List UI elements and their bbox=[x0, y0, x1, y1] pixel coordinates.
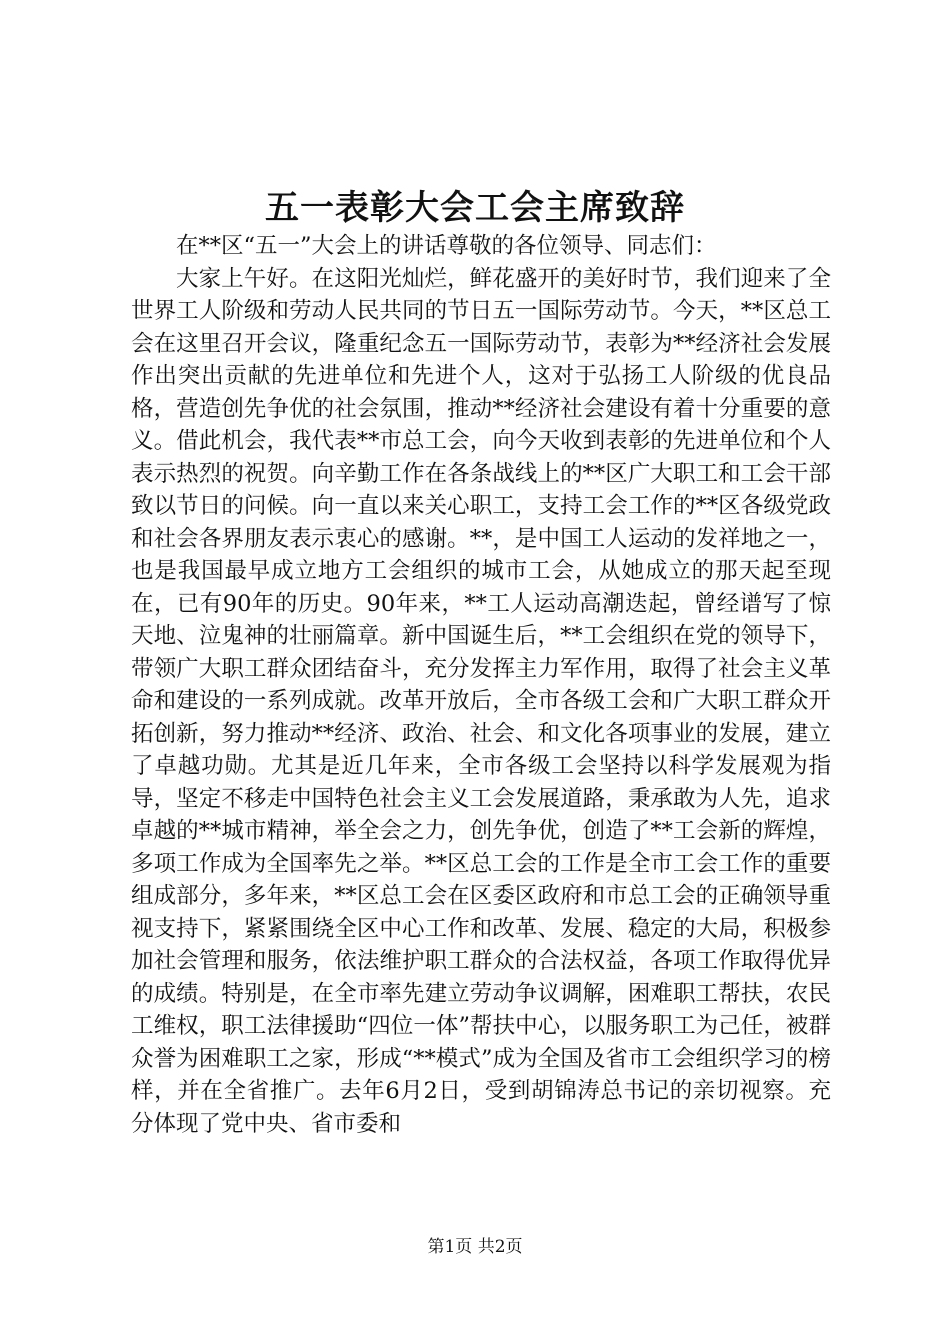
document-title: 五一表彰大会工会主席致辞 bbox=[265, 188, 685, 228]
document-body bbox=[131, 230, 831, 1140]
page-number-footer: 第1页 共2页 bbox=[427, 1237, 523, 1257]
body-paragraph: 大家上午好。在这阳光灿烂，鲜花盛开的美好时节，我们迎来了全世界工人阶级和劳动人民共同的节日五一国际劳动节。今天，**区总工会在这里召开会议，隆重纪念五一国际劳动节，表彰为**经济社会发展作出突出贡献的先进单位和先进个人，这对于弘扬工人阶级的优良品格，营造创先争优的社会氛围，推动**经济社会建设有着十分重要的意义。借此机会，我代表**市总工会，向今天收到表彰的先进单位和个人表示热烈的祝贺。向辛勤工作在各条战线上的**区广大职工和工会干部致以节日的问候。向一直以来关心职工，支持工会工作的**区各级党政和社会各界朋友表示衷心的感谢。**，是中国工人运动的发祥地之一，也是我国最早成立地方工会组织的城市工会，从她成立的那天起至现在，已有90年的历史。90年来，**工人运动高潮迭起，曾经谱写了惊天地、泣鬼神的壮丽篇章。新中国诞生后，**工会组织在党的领导下，带领广大职工群众团结奋斗，充分发挥主力军作用，取得了社会主义革命和建设的一系列成就。改革开放后，全市各级工会和广大职工群众开拓创新，努力推动**经济、政治、社会、和文化各项事业的发展，建立了卓越功勋。尤其是近几年来，全市各级工会坚持以科学发展观为指导，坚定不移走中国特色社会主义工会发展道路，秉承敢为人先，追求卓越的**城市精神，举全会之力，创先争优，创造了**工会新的辉煌，多项工作成为全国率先之举。**区总工会的工作是全市工会工作的重要组成部分，多年来，**区总工会在区委区政府和市总工会的正确领导重视支持下，紧紧围绕全区中心工作和改革、发展、稳定的大局，积极参加社会管理和服务，依法维护职工群众的合法权益，各项工作取得优异的成绩。特别是，在全市率先建立劳动争议调解，困难职工帮扶，农民工维权，职工法律援助“四位一体”帮扶中心，以服务职工为己任，被群众誉为困难职工之家，形成“**模式”成为全国及省市工会组织学习的榜样，并在全省推广。去年6月2日，受到胡锦涛总书记的亲切视察。充分体现了党中央、省市委和 bbox=[131, 265, 831, 1137]
salutation-paragraph: 在**区“五一”大会上的讲话尊敬的各位领导、同志们： bbox=[176, 233, 717, 259]
